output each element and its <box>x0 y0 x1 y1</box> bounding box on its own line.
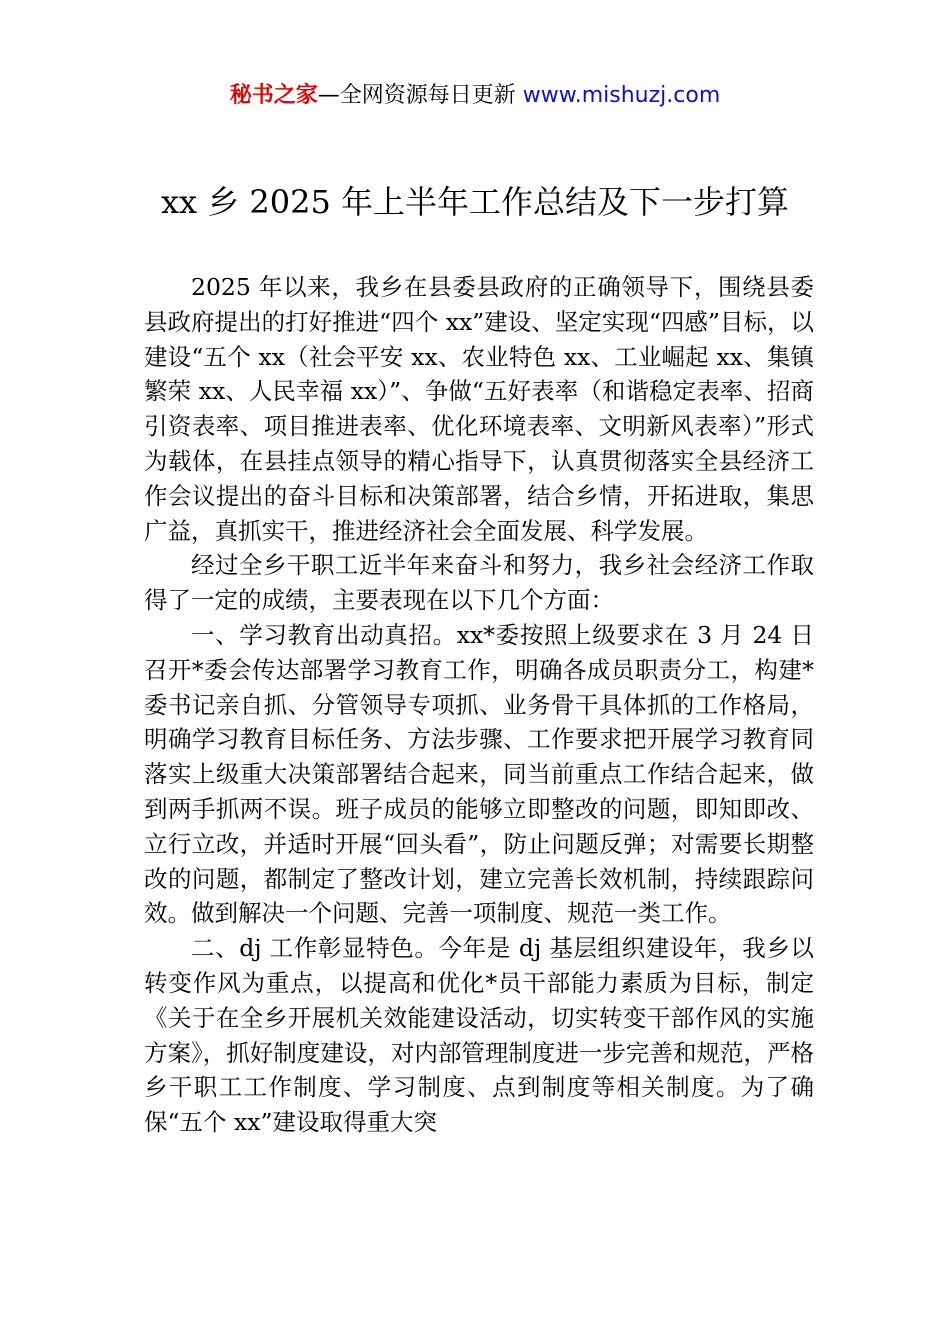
document-body <box>144 270 814 1140</box>
site-brand: 秘书之家 <box>229 83 318 108</box>
site-tagline: —全网资源每日更新 <box>317 83 516 108</box>
site-header <box>0 80 950 112</box>
document-title: xx 乡 2025 年上半年工作总结及下一步打算 <box>160 183 790 221</box>
paragraph-intro: 2025 年以来，我乡在县委县政府的正确领导下，围绕县委县政府提出的打好推进“四个 xx”建设、坚定实现“四感”目标，以建设“五个 xx（社会平安 xx、农业特色 xx、工业崛起 xx、集镇繁荣 xx、人民幸福 xx）”、争做“五好表率（和谐稳定表率、招商引资表率、项目推进表率、优化环境表率、文明新风表率）”形式为载体，在县挂点领导的精心指导下，认真贯彻落实全县经济工作会议提出的奋斗目标和决策部署，结合乡情，开拓进取，集思广益，真抓实干，推进经济社会全面发展、科学发展。 <box>144 273 814 545</box>
paragraph-section-2: 二、dj 工作彰显特色。今年是 dj 基层组织建设年，我乡以转变作风为重点，以提高和优化*员干部能力素质为目标，制定《关于在全乡开展机关效能建设活动，切实转变干部作风的实施方案》，抓好制度建设，对内部管理制度进一步完善和规范，严格乡干职工工作制度、学习制度、点到制度等相关制度。为了确保“五个 xx”建设取得重大突 <box>144 934 814 1137</box>
paragraph-section-1: 一、学习教育出动真招。xx*委按照上级要求在 3 月 24 日召开*委会传达部署学习教育工作，明确各成员职责分工，构建*委书记亲自抓、分管领导专项抓、业务骨干具体抓的工作格局，明确学习教育目标任务、方法步骤、工作要求把开展学习教育同落实上级重大决策部署结合起来，同当前重点工作结合起来，做到两手抓两不误。班子成员的能够立即整改的问题，即知即改、立行立改，并适时开展“回头看”，防止问题反弹；对需要长期整改的问题，都制定了整改计划，建立完善长效机制，持续跟踪问效。做到解决一个问题、完善一项制度、规范一类工作。 <box>144 620 814 928</box>
site-url-link[interactable]: www.mishuzj.com <box>522 83 721 108</box>
paragraph-achievements: 经过全乡干职工近半年来奋斗和努力，我乡社会经济工作取得了一定的成绩，主要表现在以下几个方面： <box>144 551 814 615</box>
